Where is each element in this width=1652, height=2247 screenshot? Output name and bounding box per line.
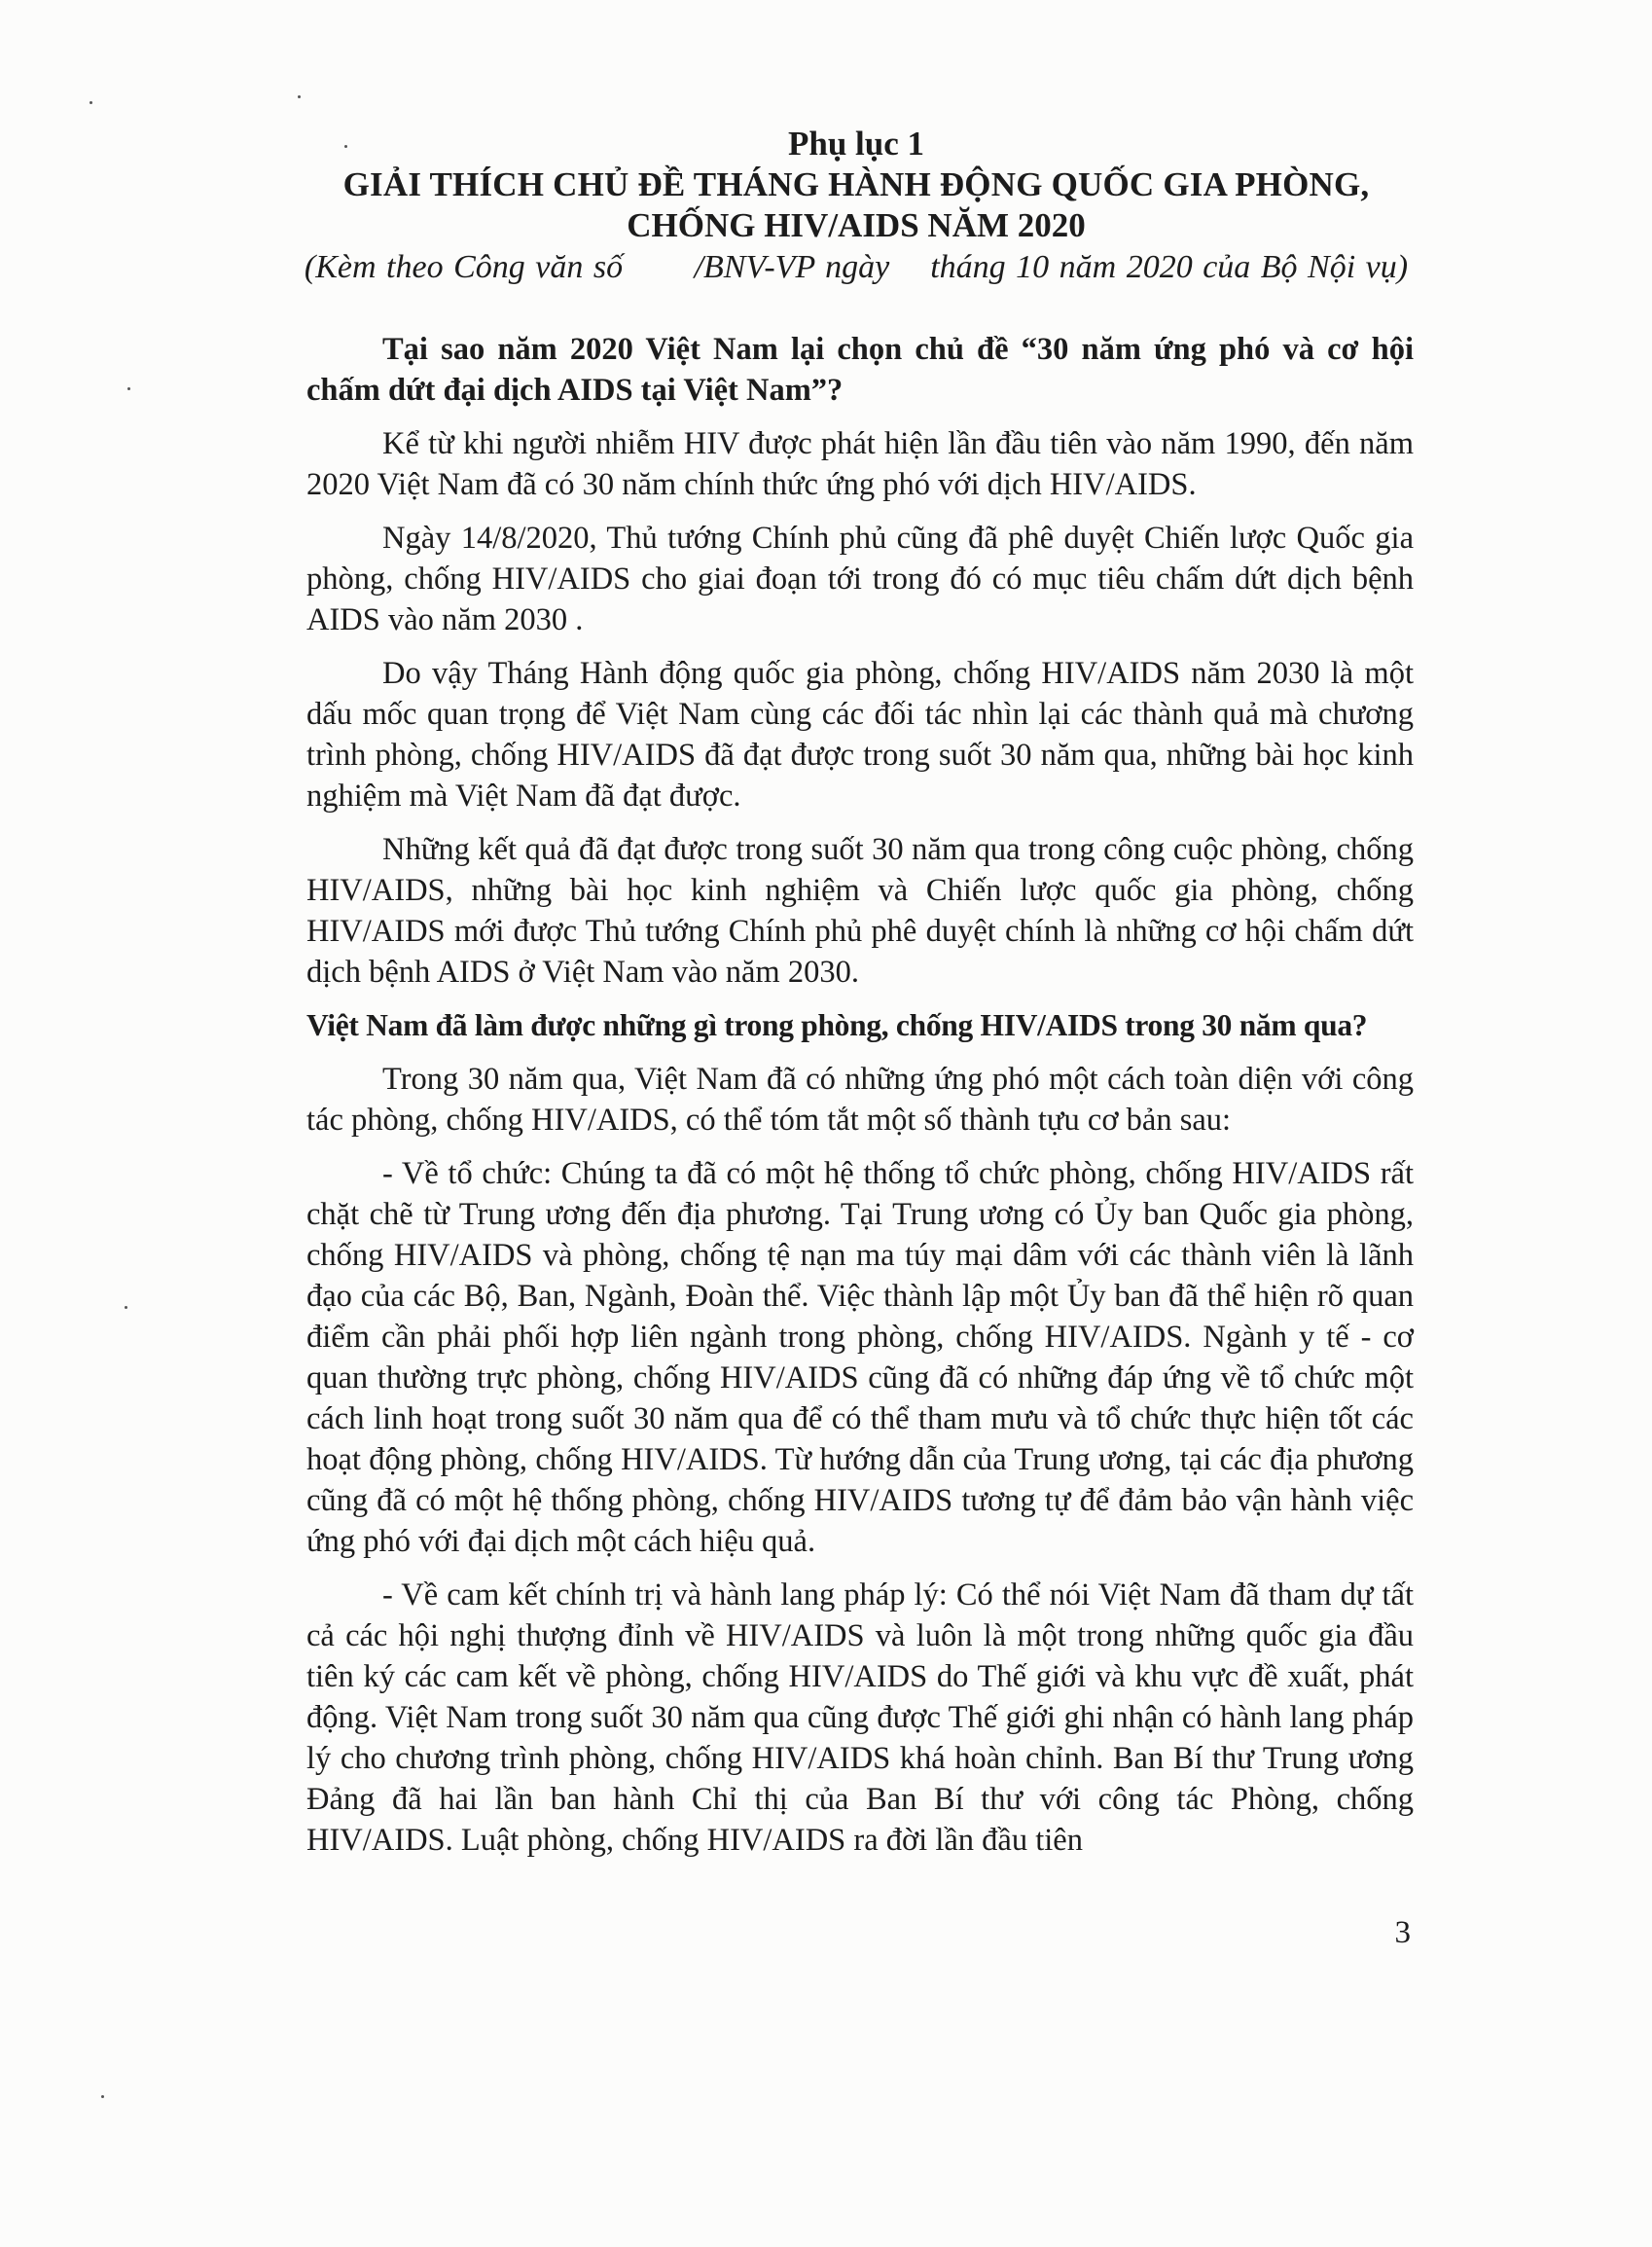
appendix-label: Phụ lục 1 xyxy=(787,125,925,163)
scan-speck xyxy=(90,101,92,104)
body-paragraph: Trong 30 năm qua, Việt Nam đã có những ứng phó một cách toàn diện với công tác phòng, chống HIV/AIDS, có thể tóm tắt một số thành tựu cơ bản sau: xyxy=(306,1062,1414,1138)
body-paragraph: Ngày 14/8/2020, Thủ tướng Chính phủ cũng đã phê duyệt Chiến lược Quốc gia phòng, chống HIV/AIDS cho giai đoạn tới trong đó có mục tiêu chấm dứt dịch bệnh AIDS vào năm 2030 . xyxy=(306,521,1414,637)
scan-speck xyxy=(298,95,301,98)
document-subtitle: (Kèm theo Công văn số /BNV-VP ngày tháng 10 năm 2020 của Bộ Nội vụ) xyxy=(304,249,1409,285)
question-heading: Tại sao năm 2020 Việt Nam lại chọn chủ đề “30 năm ứng phó và cơ hội chấm dứt đại dịch AIDS tại Việt Nam”? xyxy=(306,332,1414,408)
bullet-paragraph: - Về cam kết chính trị và hành lang pháp lý: Có thể nói Việt Nam đã tham dự tất cả các hội nghị thượng đỉnh về HIV/AIDS và luôn là một trong những quốc gia đầu tiên ký các cam kết về phòng, chống HIV/AIDS do Thế giới và khu vực đề xuất, phát động. Việt Nam trong suốt 30 năm qua cũng được Thế giới ghi nhận có hành lang pháp lý cho chương trình phòng, chống HIV/AIDS khá hoàn chỉnh. Ban Bí thư Trung ương Đảng đã hai lần ban hành Chỉ thị của Ban Bí thư với công tác Phòng, chống HIV/AIDS. Luật phòng, chống HIV/AIDS ra đời lần đầu tiên xyxy=(306,1577,1414,1858)
scan-speck xyxy=(101,2095,104,2098)
bullet-paragraph: - Về tổ chức: Chúng ta đã có một hệ thống tổ chức phòng, chống HIV/AIDS rất chặt chẽ từ Trung ương đến địa phương. Tại Trung ương có Ủy ban Quốc gia phòng, chống HIV/AIDS và phòng, chống tệ nạn ma túy mại dâm với các thành viên là lãnh đạo của các Bộ, Ban, Ngành, Đoàn thể. Việc thành lập một Ủy ban đã thể hiện rõ quan điểm cần phải phối hợp liên ngành trong phòng, chống HIV/AIDS. Ngành y tế - cơ quan thường trực phòng, chống HIV/AIDS cũng đã có những đáp ứng về tổ chức một cách linh hoạt trong suốt 30 năm qua để có thể tham mưu và tổ chức thực hiện tốt các hoạt động phòng, chống HIV/AIDS. Từ hướng dẫn của Trung ương, tại các địa phương cũng đã có một hệ thống phòng, chống HIV/AIDS tương tự để đảm bảo vận hành việc ứng phó với đại dịch một cách hiệu quả. xyxy=(306,1156,1414,1559)
document-title-line-1: GIẢI THÍCH CHỦ ĐỀ THÁNG HÀNH ĐỘNG QUỐC GIA PHÒNG, xyxy=(342,165,1370,203)
scan-speck xyxy=(125,1306,127,1309)
document-title-line-2: CHỐNG HIV/AIDS NĂM 2020 xyxy=(627,206,1086,244)
document-body xyxy=(306,329,1414,1873)
body-paragraph: Do vậy Tháng Hành động quốc gia phòng, chống HIV/AIDS năm 2030 là một dấu mốc quan trọng để Việt Nam cùng các đối tác nhìn lại các thành quả mà chương trình phòng, chống HIV/AIDS đã đạt được trong suốt 30 năm qua, những bài học kinh nghiệm mà Việt Nam đã đạt được. xyxy=(306,656,1414,814)
page-number: 3 xyxy=(1394,1915,1411,1950)
scan-speck xyxy=(127,387,130,390)
body-paragraph: Kể từ khi người nhiễm HIV được phát hiện lần đầu tiên vào năm 1990, đến năm 2020 Việt Nam đã có 30 năm chính thức ứng phó với dịch HIV/AIDS. xyxy=(306,426,1414,502)
body-paragraph: Những kết quả đã đạt được trong suốt 30 năm qua trong công cuộc phòng, chống HIV/AIDS, những bài học kinh nghiệm và Chiến lược quốc gia phòng, chống HIV/AIDS mới được Thủ tướng Chính phủ phê duyệt chính là những cơ hội chấm dứt dịch bệnh AIDS ở Việt Nam vào năm 2030. xyxy=(306,832,1414,990)
question-heading: Việt Nam đã làm được những gì trong phòng, chống HIV/AIDS trong 30 năm qua? xyxy=(306,1008,1368,1042)
